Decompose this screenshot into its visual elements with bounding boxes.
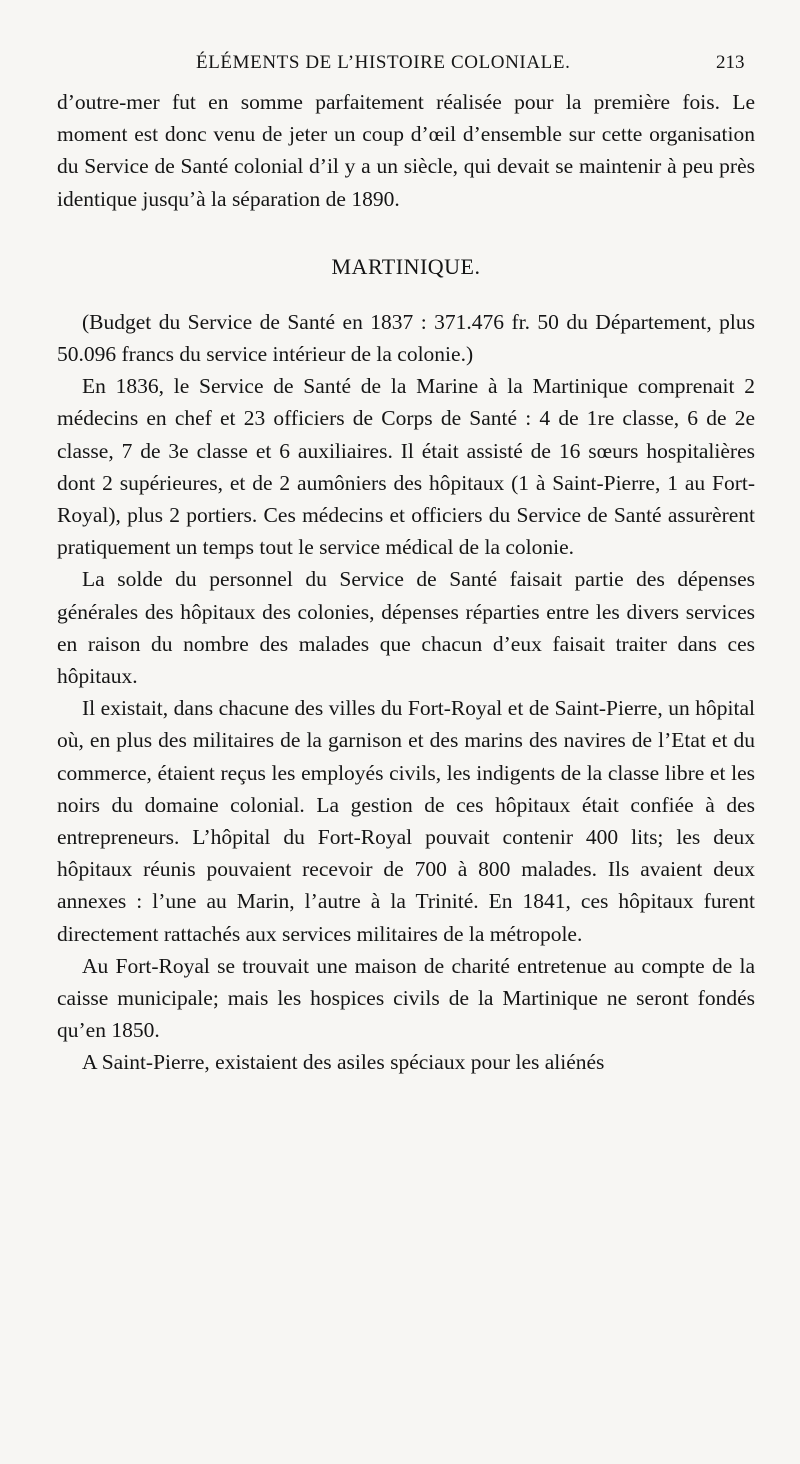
paragraph-hopitaux: Il existait, dans chacune des villes du Fort-Royal et de Saint-Pierre, un hôpital où, en plus des militaires de la garnison et des marins des navires de l’Etat et du commerce, étaient reçus les employés civils, les indigents de la classe libre et les noirs du domaine colonial. La gestion de ces hôpitaux était confiée à des entrepreneurs. L’hôpital du Fort-Royal pouvait contenir 400 lits; les deux hôpitaux réunis pouvaient recevoir de 700 à 800 malades. Ils avaient deux annexes : l’une au Marin, l’autre à la Trinité. En 1841, ces hôpitaux furent directement rattachés aux services militaires de la métropole. [57, 696, 755, 946]
paragraph-charite: Au Fort-Royal se trouvait une maison de charité entretenue au compte de la caisse municipale; mais les hospices civils de la Martinique ne seront fondés qu’en 1850. [57, 953, 755, 1043]
section-title: MARTINIQUE. [331, 253, 481, 279]
intro-paragraph: d’outre-mer fut en somme parfaitement réalisée pour la première fois. Le moment est donc venu de jeter un coup d’œil d’ensemble sur cette organisation du Service de Santé colonial d’il y a un siècle, qui devait se maintenir à peu près identique jusqu’à la séparation de 1890. [57, 90, 755, 211]
paragraph-saint-pierre: A Saint-Pierre, existaient des asiles spéciaux pour les aliénés [82, 1050, 605, 1075]
running-title: ÉLÉMENTS DE L’HISTOIRE COLONIALE. [196, 52, 571, 73]
paragraph-solde: La solde du personnel du Service de Santé faisait partie des dépenses générales des hôpitaux des colonies, dépenses réparties entre les divers services en raison du nombre des malades que chacun d’eux faisait traiter dans ces hôpitaux. [57, 567, 755, 689]
paragraph-personnel: En 1836, le Service de Santé de la Marine à la Martinique comprenait 2 médecins en chef et 23 officiers de Corps de Santé : 4 de 1re classe, 6 de 2e classe, 7 de 3e classe et 6 auxiliaires. Il était assisté de 16 sœurs hospitalières dont 2 supérieures, et de 2 aumôniers des hôpitaux (1 à Saint-Pierre, 1 au Fort-Royal), plus 2 portiers. Ces médecins et officiers du Service de Santé assurèrent pratiquement un temps tout le service médical de la colonie. [57, 374, 755, 560]
page-body [57, 86, 755, 1079]
page-number: 213 [716, 52, 745, 73]
running-header [0, 44, 800, 84]
paragraph-budget: (Budget du Service de Santé en 1837 : 371.476 fr. 50 du Département, plus 50.096 francs du service intérieur de la colonie.) [57, 309, 755, 367]
